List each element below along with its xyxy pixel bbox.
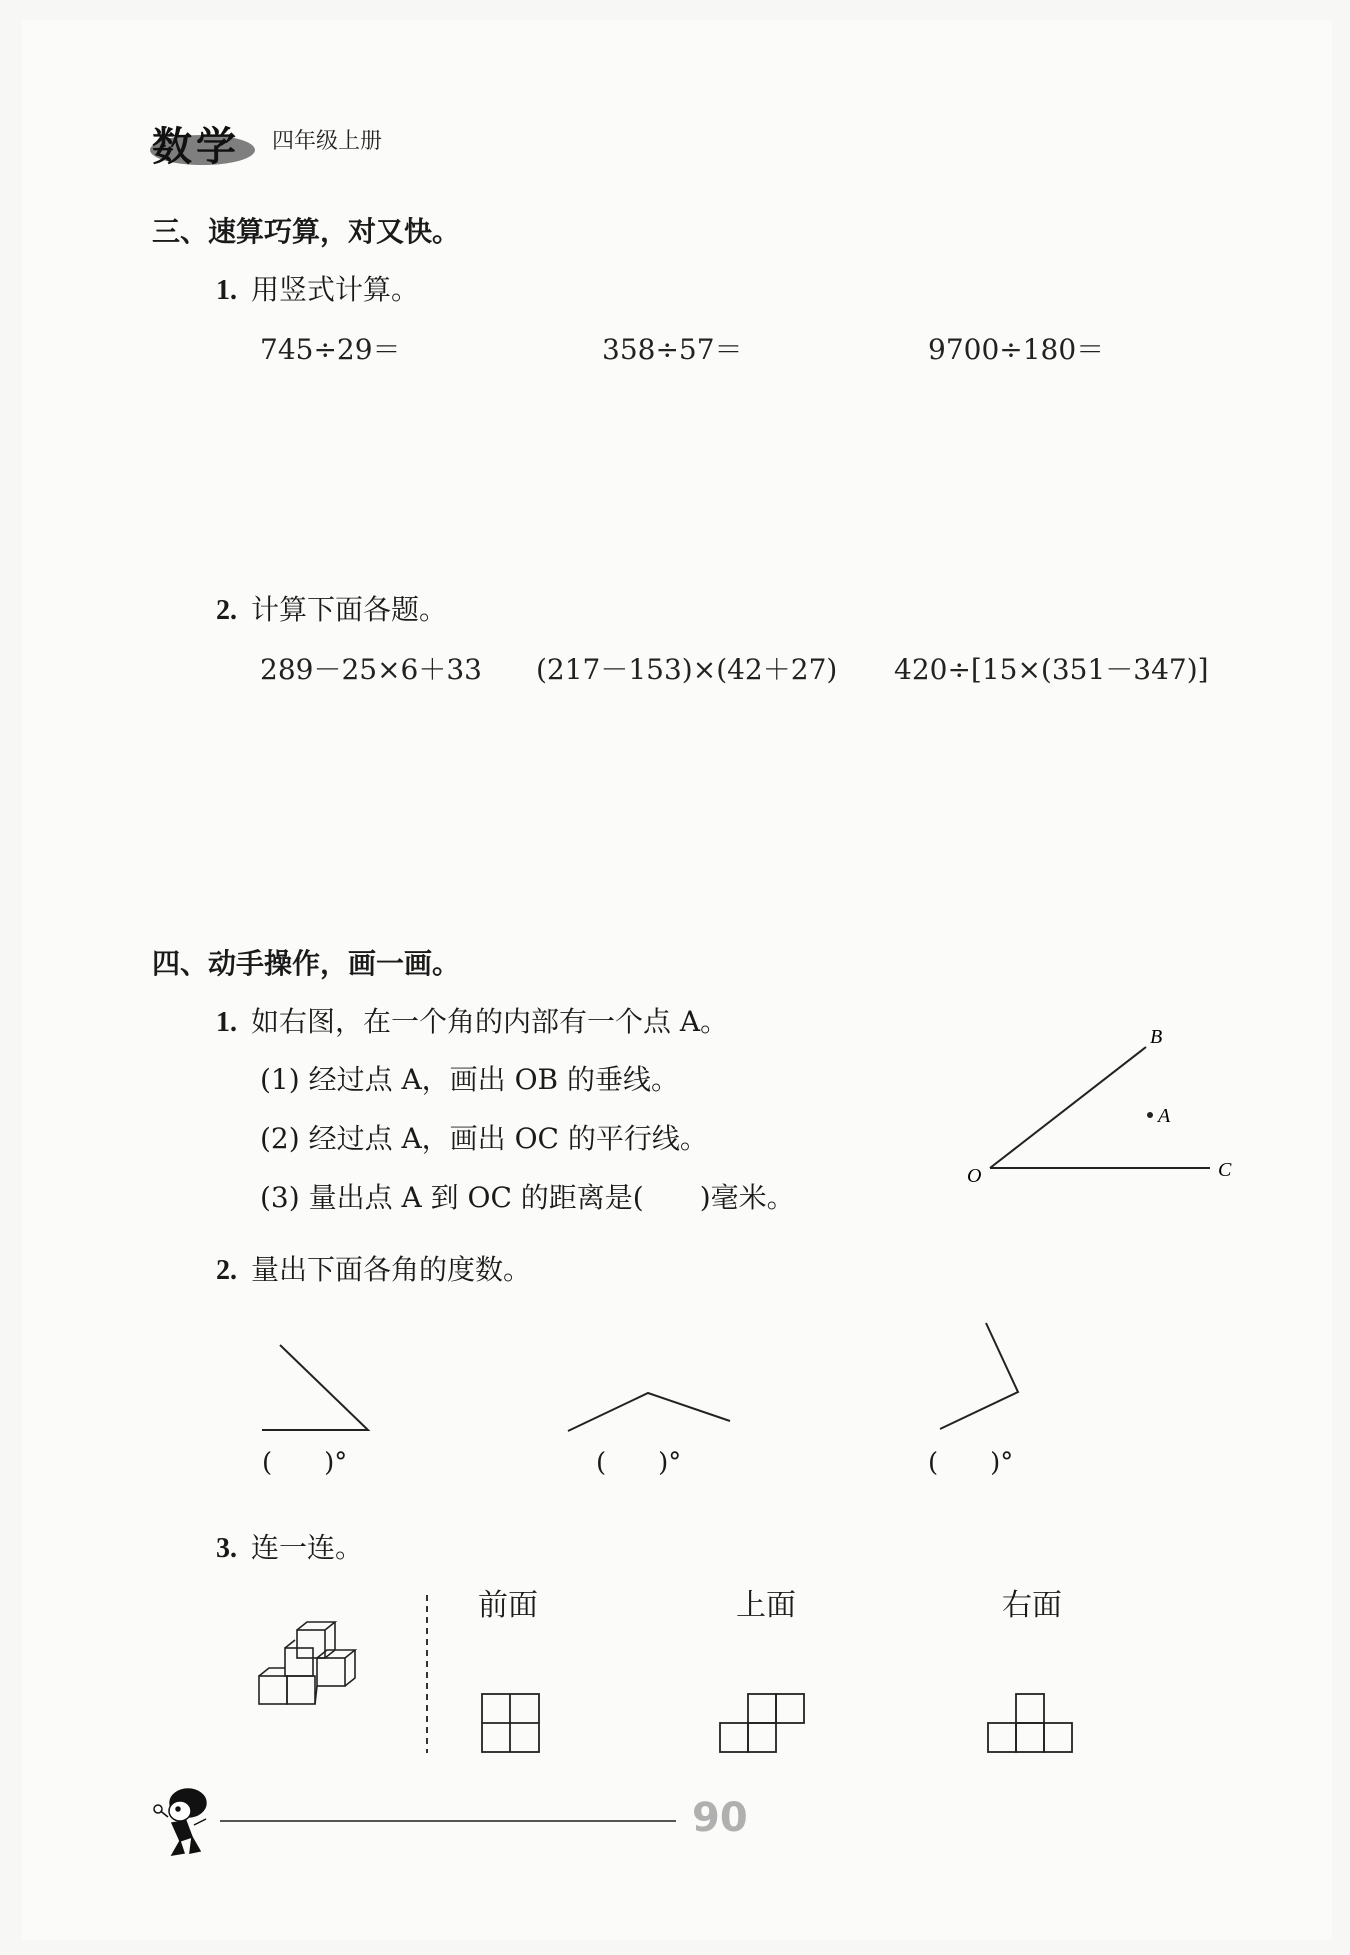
s3-q2-expr-2: (217－153)×(42＋27) [536,653,838,686]
s3-q2 [216,588,447,628]
s3-q1 [216,268,419,308]
section-4-title: 四、动手操作，画一画。 [152,947,461,980]
s3-q2-expr-3: 420÷[15×(351－347)] [894,653,1209,686]
point-a [1147,1112,1153,1118]
view-shape-2x2[interactable] [480,1692,544,1756]
view-shape-step[interactable] [718,1692,812,1756]
s3-q2-number: 2. [216,595,237,626]
s4-q1-item-1: (1) 经过点 A，画出 OB 的垂线。 [260,1063,680,1096]
s4-q1-text: 如右图，在一个角的内部有一个点 A。 [251,1005,729,1038]
label-a: A [1158,1105,1171,1127]
s4-q1-item-3: (3) 量出点 A 到 OC 的距离是( )毫米。 [260,1181,795,1214]
header-grade: 四年级上册 [272,129,383,154]
s4-q1-number: 1. [216,1007,237,1038]
view-label-top: 上面 [736,1588,796,1623]
s4-q2-number: 2. [216,1255,237,1286]
s4-q2 [216,1248,531,1288]
s3-q1-expr-2: 358÷57＝ [602,333,743,366]
page-number: 90 [692,1795,748,1841]
s4-q2-text: 量出下面各角的度数。 [251,1253,532,1286]
s3-q2-expr-1: 289－25×6＋33 [260,653,482,686]
label-b: B [1150,1026,1163,1048]
s3-q1-text: 用竖式计算。 [251,273,420,306]
angle-3 [930,1318,1030,1438]
footer-rule [220,1820,676,1822]
label-o: O [967,1165,982,1187]
view-shape-t[interactable] [986,1692,1080,1756]
header-subject: 数学 [152,124,240,170]
dashed-divider [425,1595,429,1755]
cube-stack-figure [255,1618,375,1708]
angle-1-answer-blank[interactable]: ( )° [262,1448,348,1478]
label-c: C [1218,1159,1232,1181]
angle-boc-figure [960,1010,1250,1200]
s4-q1-item-2: (2) 经过点 A，画出 OC 的平行线。 [260,1122,708,1155]
angle-3-answer-blank[interactable]: ( )° [928,1448,1014,1478]
s4-q3 [216,1526,363,1566]
ray-ob [990,1047,1146,1168]
section-3-title: 三、速算巧算，对又快。 [152,215,461,248]
cartoon-mascot-icon [150,1785,220,1860]
s4-q3-number: 3. [216,1533,237,1564]
angle-2 [560,1380,740,1440]
s3-q1-number: 1. [216,275,237,306]
s4-q1 [216,1000,728,1040]
view-label-right: 右面 [1002,1588,1062,1623]
s3-q1-expr-1: 745÷29＝ [260,333,401,366]
s4-q3-text: 连一连。 [251,1531,364,1564]
angle-2-answer-blank[interactable]: ( )° [596,1448,682,1478]
s3-q1-expr-3: 9700÷180＝ [928,333,1105,366]
s3-q2-text: 计算下面各题。 [251,593,448,626]
view-label-front: 前面 [478,1588,538,1623]
angle-1 [250,1335,380,1435]
